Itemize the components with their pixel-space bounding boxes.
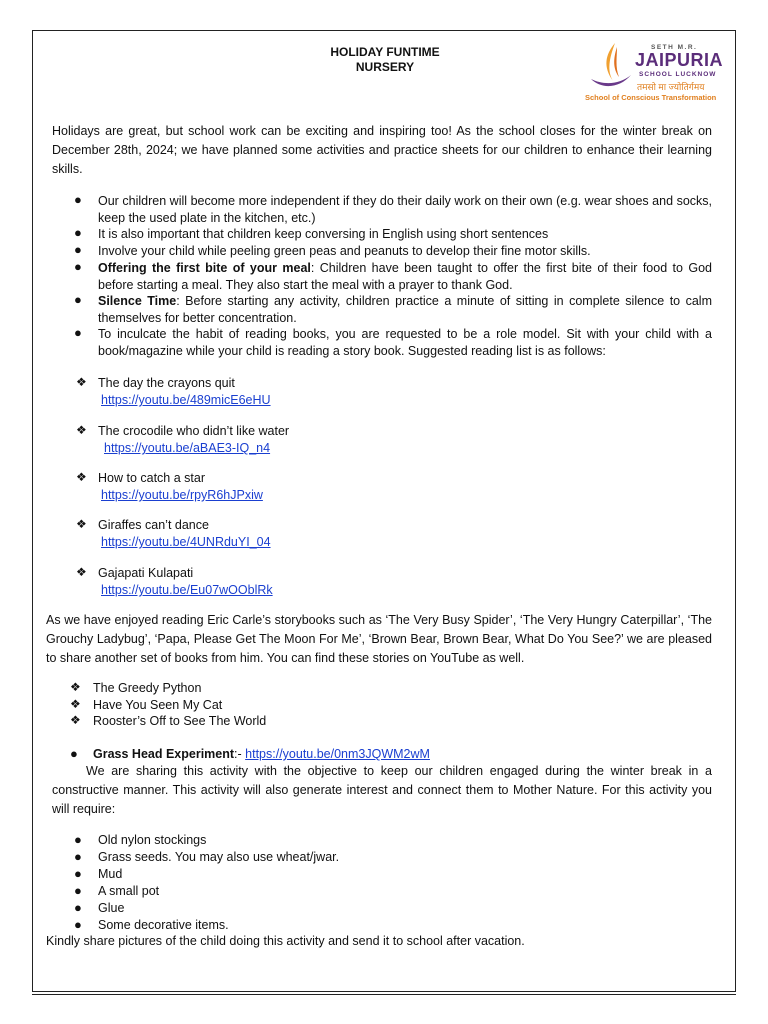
bullet-icon: ● (74, 917, 82, 932)
closing-note: Kindly share pictures of the child doing this activity and send it to school after vacation. (46, 934, 525, 948)
list-item-text: It is also important that children keep conversing in English using short sentences (98, 227, 549, 241)
experiment-heading (93, 747, 430, 761)
book-title: The crocodile who didn’t like water (98, 424, 290, 438)
book-title: Gajapati Kulapati (98, 566, 194, 580)
list-item-text: Our children will become more independent if they do their daily work on their own (e.g. wear shoes and socks, keep the used plate in the kitchen, etc.) (98, 194, 712, 225)
diamond-bullet-icon: ❖ (76, 470, 87, 484)
diamond-bullet-icon: ❖ (70, 680, 81, 694)
title-line-2: NURSERY (355, 60, 415, 74)
book-title: Giraffes can’t dance (98, 518, 209, 532)
bullet-icon: ● (74, 192, 82, 207)
bullet-icon: ● (74, 900, 82, 915)
material-item: Grass seeds. You may also use wheat/jwar. (98, 850, 340, 864)
bullet-icon: ● (70, 746, 78, 761)
logo-top-text: SETH M.R. (651, 44, 698, 51)
list-item-text: To inculcate the habit of reading books, you are requested to be a role model. Sit with your child with a book/magazine while your child is reading a story book. Suggested reading list is as follows: (98, 327, 712, 358)
book-link[interactable]: https://youtu.be/489micE6eHU (101, 393, 271, 407)
material-item: Old nylon stockings (98, 833, 207, 847)
material-item: Glue (98, 901, 125, 915)
list-item (98, 260, 712, 293)
list-item (98, 293, 712, 326)
bullet-icon: ● (74, 242, 82, 257)
book-link[interactable]: https://youtu.be/4UNRduYI_04 (101, 535, 271, 549)
book-item: Rooster’s Off to See The World (93, 714, 267, 728)
list-item-text: : Children have been taught to offer the first bite of their food to God before starting a meal. They also start the meal with a prayer to thank God. (98, 261, 712, 292)
book-title: The day the crayons quit (98, 376, 235, 390)
logo-motto: तमसो मा ज्योतिर्गमय (637, 82, 705, 92)
book-item: The Greedy Python (93, 681, 202, 695)
bullet-icon: ● (74, 883, 82, 898)
flame-logo-icon (587, 41, 637, 91)
material-item: Mud (98, 867, 123, 881)
list-item (98, 226, 712, 243)
experiment-description: We are sharing this activity with the objective to keep our children engaged during the winter break in a constructive manner. This activity will also generate interest and connect them to Mother Nature. For this activity you will require: (52, 764, 712, 816)
eric-carle-paragraph: As we have enjoyed reading Eric Carle’s storybooks such as ‘The Very Busy Spider’, ‘The Very Hungry Caterpillar’, ‘The Grouchy Ladybug’, ‘Papa, Please Get The Moon For Me’, ‘Brown Bear, Brown Bear, What Do You See?’ we are pleased to share another set of books from him. You can find these stories on YouTube as well. (46, 613, 712, 665)
list-item-text: : Before starting any activity, children practice a minute of sitting in complete silence to calm themselves for better concentration. (98, 294, 712, 325)
intro-paragraph: Holidays are great, but school work can be exciting and inspiring too! As the school closes for the winter break on December 28th, 2024; we have planned some activities and practice sheets for our children to enhance their learning skills. (52, 124, 712, 176)
book-link[interactable]: https://youtu.be/aBAE3-IQ_n4 (104, 441, 271, 455)
bottom-border-line (32, 994, 736, 995)
list-item (98, 193, 712, 226)
diamond-bullet-icon: ❖ (76, 375, 87, 389)
experiment-label: Grass Head Experiment (93, 747, 235, 761)
bullet-icon: ● (74, 866, 82, 881)
list-item (98, 243, 712, 260)
logo-subtitle: SCHOOL LUCKNOW (639, 71, 717, 78)
book-item: Have You Seen My Cat (93, 698, 223, 712)
material-item: A small pot (98, 884, 160, 898)
title-line-1: HOLIDAY FUNTIME (330, 45, 440, 59)
bullet-icon: ● (74, 832, 82, 847)
logo-tagline: School of Conscious Transformation (585, 93, 717, 102)
experiment-link[interactable]: https://youtu.be/0nm3JQWM2wM (245, 747, 430, 761)
diamond-bullet-icon: ❖ (76, 423, 87, 437)
experiment-separator: :- (234, 747, 246, 761)
bullet-icon: ● (74, 259, 82, 274)
material-item: Some decorative items. (98, 918, 229, 932)
bullet-icon: ● (74, 225, 82, 240)
book-link[interactable]: https://youtu.be/rpyR6hJPxiw (101, 488, 263, 502)
book-title: How to catch a star (98, 471, 205, 485)
diamond-bullet-icon: ❖ (76, 517, 87, 531)
list-item (98, 326, 712, 359)
school-logo (585, 39, 724, 105)
list-item-text: Involve your child while peeling green peas and peanuts to develop their fine motor skills. (98, 244, 591, 258)
diamond-bullet-icon: ❖ (70, 713, 81, 727)
book-link[interactable]: https://youtu.be/Eu07wOOblRk (101, 583, 273, 597)
bullet-icon: ● (74, 849, 82, 864)
bullet-icon: ● (74, 325, 82, 340)
logo-name: JAIPURIA (635, 50, 724, 70)
list-item-bold: Silence Time (98, 294, 177, 308)
bullet-icon: ● (74, 292, 82, 307)
diamond-bullet-icon: ❖ (70, 697, 81, 711)
list-item-bold: Offering the first bite of your meal (98, 261, 311, 275)
diamond-bullet-icon: ❖ (76, 565, 87, 579)
